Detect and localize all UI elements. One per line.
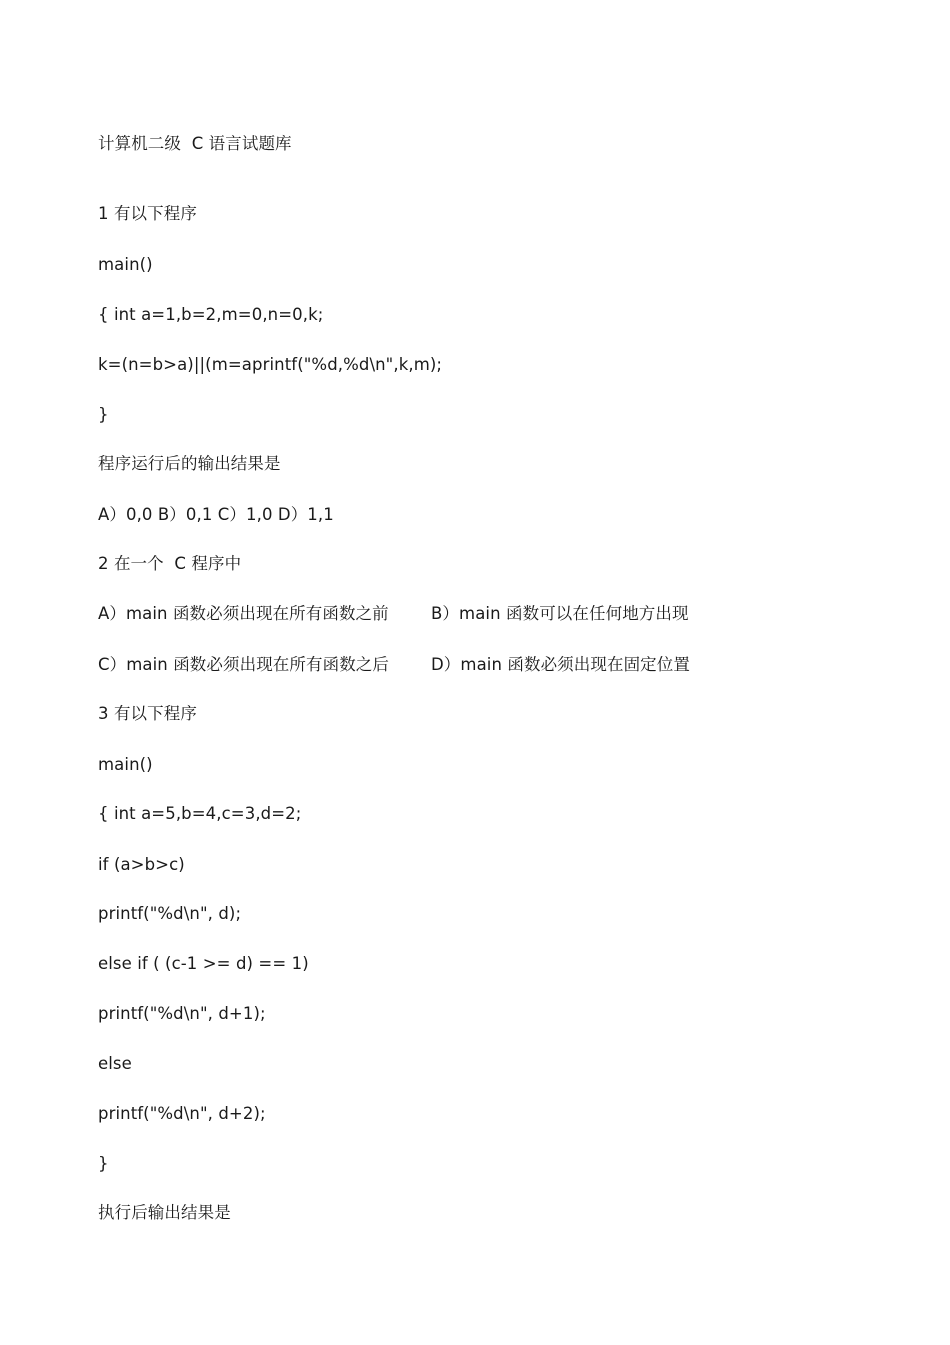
q2-option-a: A）main 函数必须出现在所有函数之前 — [98, 604, 389, 623]
document-title: 计算机二级 C 语言试题库 — [98, 134, 292, 153]
q1-stem: 1 有以下程序 — [98, 204, 197, 223]
q1-code-line: k=(n=b>a)||(m=aprintf("%d,%d\n",k,m); — [98, 355, 443, 374]
q1-code-line: { int a=1,b=2,m=0,n=0,k; — [98, 305, 324, 324]
q3-stem: 3 有以下程序 — [98, 704, 197, 723]
q3-code-line: printf("%d\n", d+2); — [98, 1104, 266, 1123]
q1-prompt: 程序运行后的输出结果是 — [98, 454, 281, 473]
q2-option-b: B）main 函数可以在任何地方出现 — [431, 604, 689, 623]
q2-option-d: D）main 函数必须出现在固定位置 — [431, 655, 690, 674]
q1-options: A）0,0 B）0,1 C）1,0 D）1,1 — [98, 505, 334, 524]
q3-code-line: if (a>b>c) — [98, 855, 185, 874]
q3-code-line: printf("%d\n", d); — [98, 904, 242, 923]
q3-code-line: printf("%d\n", d+1); — [98, 1004, 266, 1023]
q3-code-line: main() — [98, 755, 153, 774]
q2-option-c: C）main 函数必须出现在所有函数之后 — [98, 655, 389, 674]
q3-code-line: else — [98, 1054, 132, 1073]
q1-code-line: } — [98, 405, 109, 424]
q3-code-line: } — [98, 1154, 109, 1173]
q1-code-line: main() — [98, 255, 153, 274]
q3-prompt: 执行后输出结果是 — [98, 1203, 231, 1222]
q3-code-line: else if ( (c-1 >= d) == 1) — [98, 954, 309, 973]
q3-code-line: { int a=5,b=4,c=3,d=2; — [98, 804, 302, 823]
q2-stem: 2 在一个 C 程序中 — [98, 554, 242, 573]
